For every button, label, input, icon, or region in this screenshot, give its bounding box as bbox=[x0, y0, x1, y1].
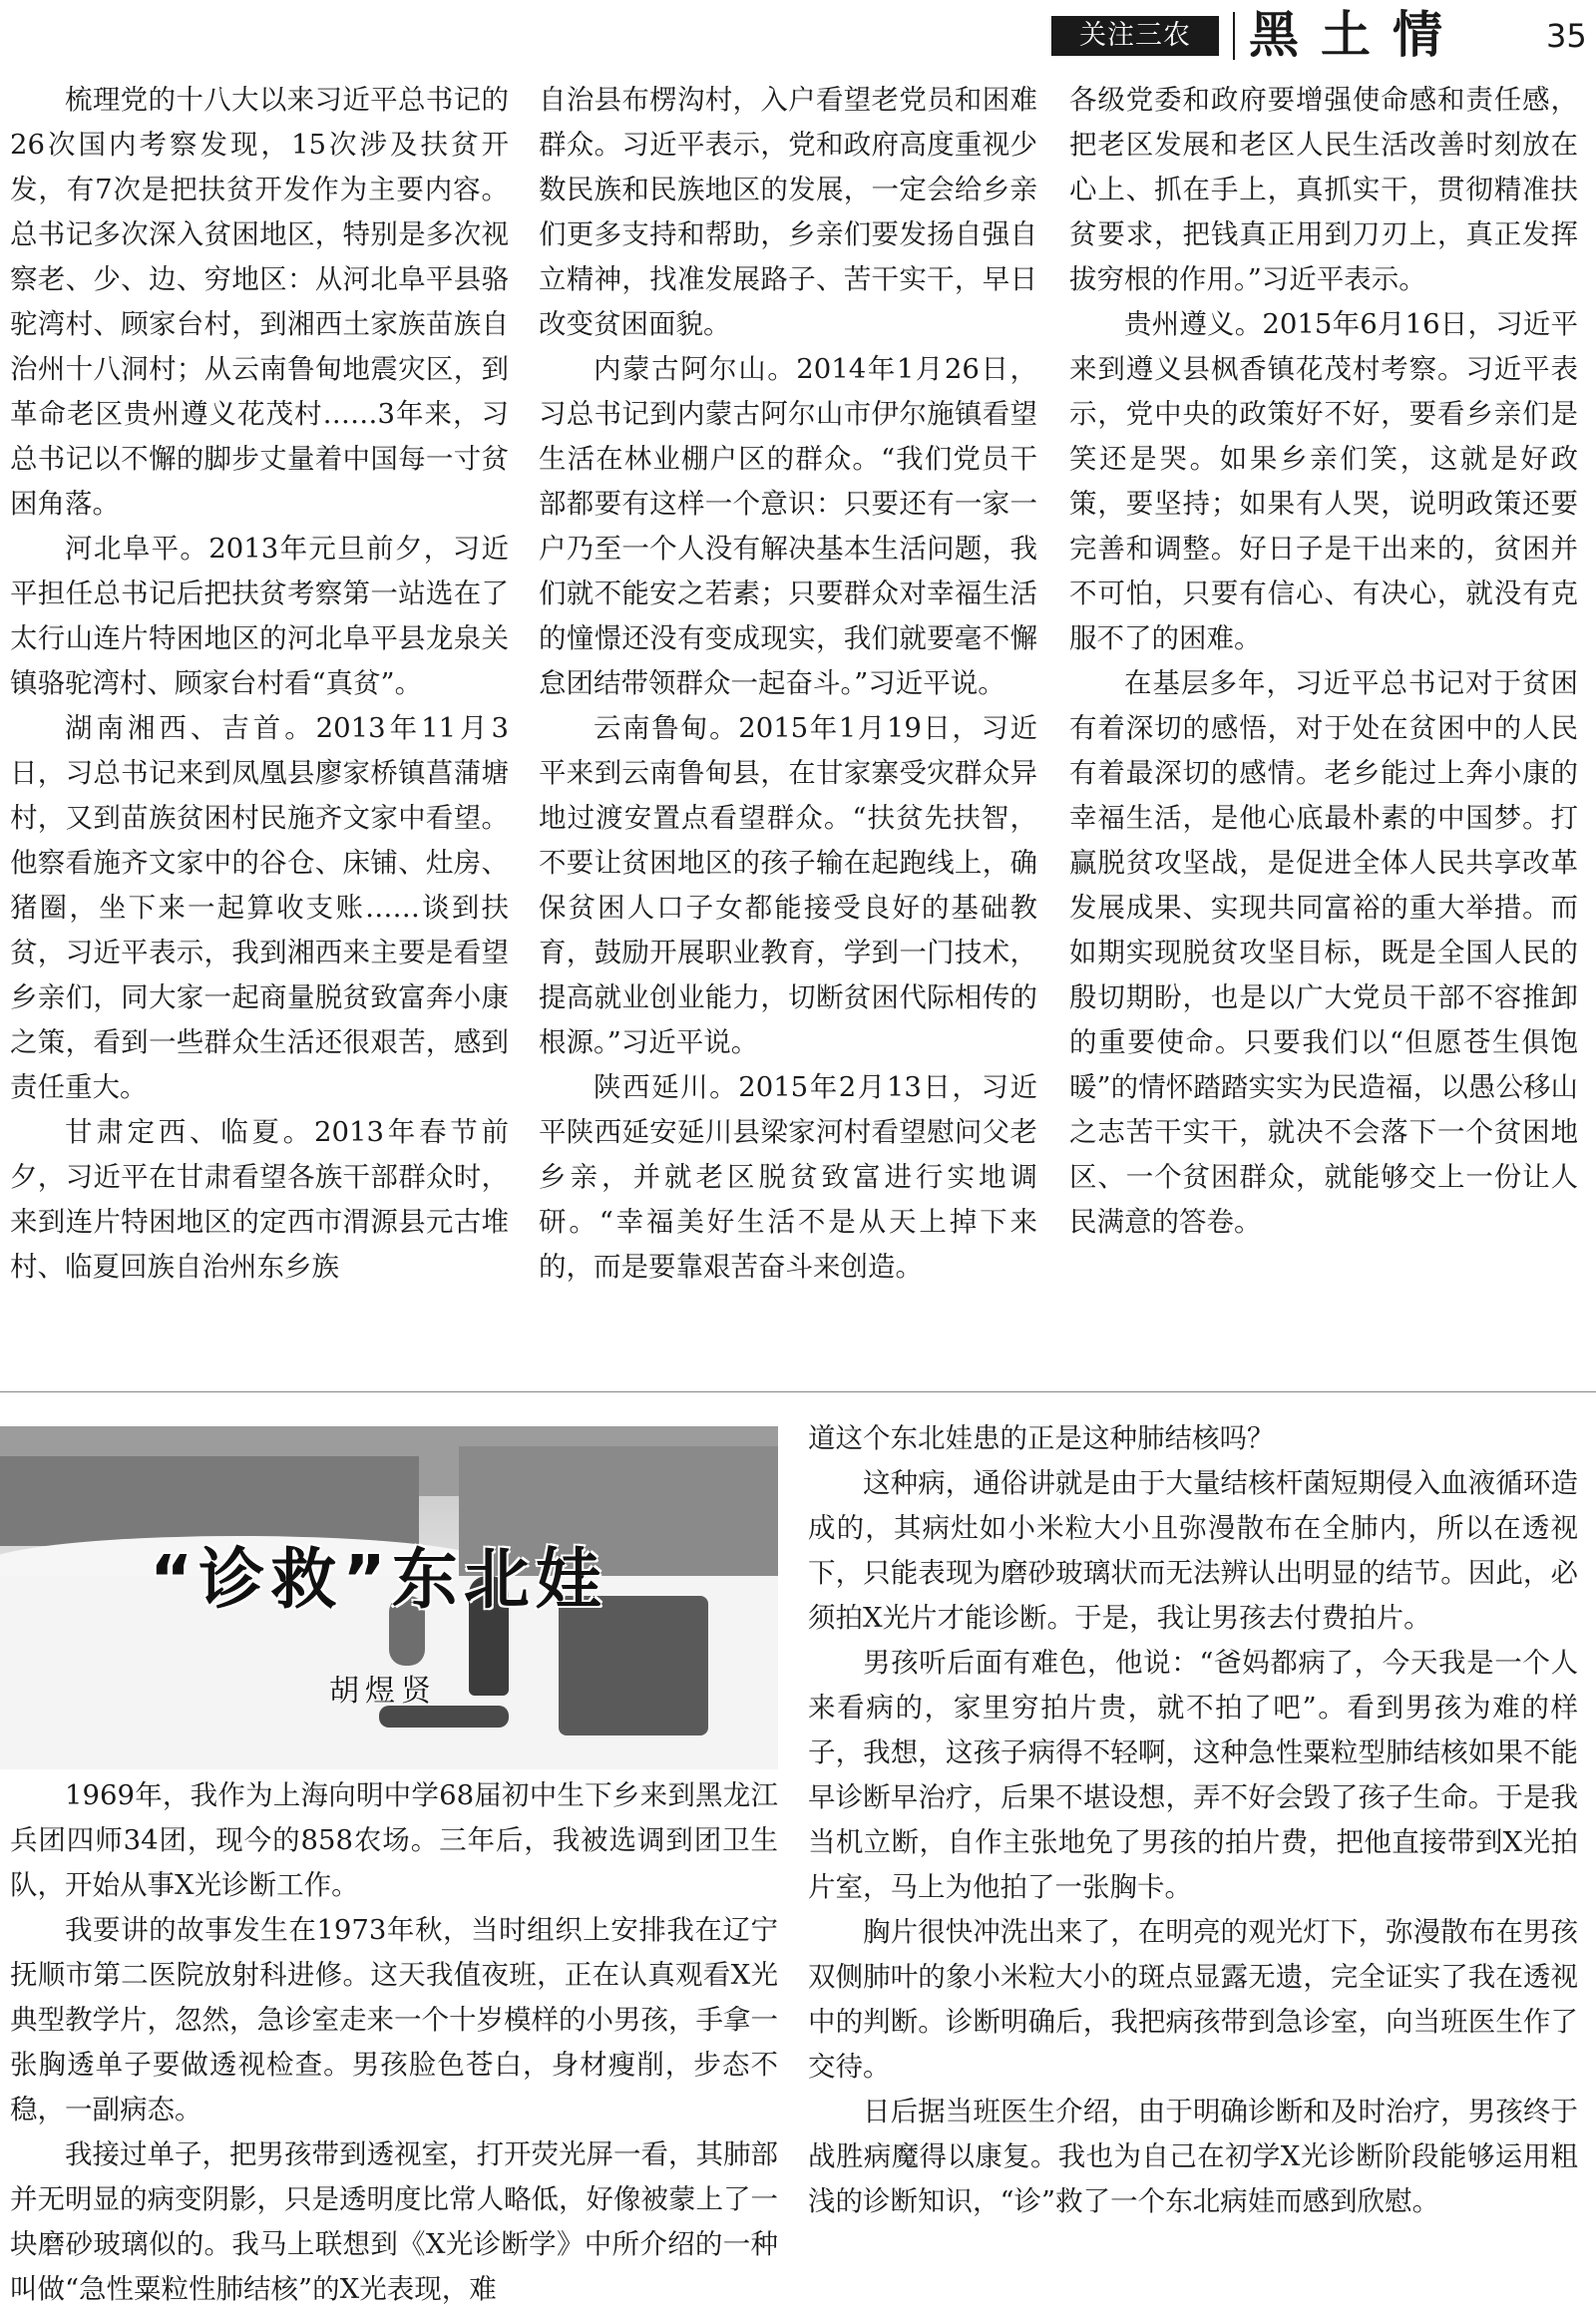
magazine-title: 黑土情 bbox=[1249, 5, 1464, 64]
section-divider bbox=[0, 1391, 1596, 1392]
top-article-column-2 bbox=[539, 78, 1037, 1290]
paragraph: 胸片很快冲洗出来了，在明亮的观光灯下，弥漫散布在男孩双侧肺叶的象小米粒大小的斑点显露无遗，完全证实了我在透视中的判断。诊断明确后，我把病孩带到急诊室，向当班医生作了交待。 bbox=[808, 1916, 1578, 2083]
paragraph: 各级党委和政府要增强使命感和责任感，把老区发展和老区人民生活改善时刻放在心上、抓在手上，真抓实干，贯彻精准扶贫要求，把钱真正用到刀刃上，真正发挥拔穷根的作用。”习近平表示。 bbox=[1069, 84, 1578, 295]
paragraph: 道这个东北娃患的正是这种肺结核吗？ bbox=[808, 1422, 1275, 1454]
article-title: “诊救”东北娃 bbox=[150, 1541, 607, 1618]
snow-scene-photo bbox=[0, 1426, 778, 1769]
top-article-column-3 bbox=[1069, 78, 1578, 1245]
paragraph: 我接过单子，把男孩带到透视室，打开荧光屏一看，其肺部并无明显的病变阴影，只是透明度比常人略低，好像被蒙上了一块磨砂玻璃似的。我马上联想到《X光诊断学》中所介绍的一种叫做“急性粟粒性肺结核”的X光表现，难 bbox=[10, 2138, 778, 2305]
paragraph: 河北阜平。2013年元旦前夕，习近平担任总书记后把扶贫考察第一站选在了太行山连片特困地区的河北阜平县龙泉关镇骆驼湾村、顾家台村看“真贫”。 bbox=[10, 533, 509, 699]
bottom-article-right-column bbox=[808, 1416, 1578, 2224]
paragraph: 甘肃定西、临夏。2013年春节前夕，习近平在甘肃看望各族干部群众时，来到连片特困地区的定西市渭源县元古堆村、临夏回族自治州东乡族 bbox=[10, 1116, 509, 1283]
paragraph: 贵州遵义。2015年6月16日，习近平来到遵义县枫香镇花茂村考察。习近平表示，党中央的政策好不好，要看乡亲们是笑还是哭。如果乡亲们笑，这就是好政策，要坚持；如果有人哭，说明政策还要完善和调整。好日子是干出来的，贫困并不可怕，只要有信心、有决心，就没有克服不了的困难。 bbox=[1069, 308, 1578, 654]
paragraph: 内蒙古阿尔山。2014年1月26日，习总书记到内蒙古阿尔山市伊尔施镇看望生活在林业棚户区的群众。“我们党员干部都要有这样一个意识：只要还有一家一户乃至一个人没有解决基本生活问题，我们就不能安之若素；只要群众对幸福生活的憧憬还没有变成现实，我们就要毫不懈怠团结带领群众一起奋斗。”习近平说。 bbox=[539, 353, 1037, 699]
paragraph: 湖南湘西、吉首。2013年11月3日，习总书记来到凤凰县廖家桥镇菖蒲塘村，又到苗族贫困村民施齐文家中看望。他察看施齐文家中的谷仓、床铺、灶房、猪圈，坐下来一起算收支账……谈到扶贫，习近平表示，我到湘西来主要是看望乡亲们，同大家一起商量脱贫致富奔小康之策，看到一些群众生活还很艰苦，感到责任重大。 bbox=[10, 712, 509, 1103]
paragraph: 梳理党的十八大以来习近平总书记的26次国内考察发现，15次涉及扶贫开发，有7次是把扶贫开发作为主要内容。总书记多次深入贫困地区，特别是多次视察老、少、边、穷地区：从河北阜平县骆驼湾村、顾家台村，到湘西土家族苗族自治州十八洞村；从云南鲁甸地震灾区，到革命老区贵州遵义花茂村……3年来，习总书记以不懈的脚步丈量着中国每一寸贫困角落。 bbox=[10, 84, 509, 520]
header-separator bbox=[1233, 12, 1235, 60]
page-number: 35 bbox=[1546, 17, 1587, 55]
article-author: 胡煜贤 bbox=[329, 1674, 437, 1709]
paragraph: 自治县布楞沟村，入户看望老党员和困难群众。习近平表示，党和政府高度重视少数民族和民族地区的发展，一定会给乡亲们更多支持和帮助，乡亲们要发扬自强自立精神，找准发展路子、苦干实干，早日改变贫困面貌。 bbox=[539, 84, 1037, 340]
paragraph: 日后据当班医生介绍，由于明确诊断和及时治疗，男孩终于战胜病魔得以康复。我也为自己在初学X光诊断阶段能够运用粗浅的诊断知识，“诊”救了一个东北病娃而感到欣慰。 bbox=[808, 2096, 1578, 2217]
paragraph: 在基层多年，习近平总书记对于贫困有着深切的感悟，对于处在贫困中的人民有着最深切的感情。老乡能过上奔小康的幸福生活，是他心底最朴素的中国梦。打赢脱贫攻坚战，是促进全体人民共享改革发展成果、实现共同富裕的重大举措。而如期实现脱贫攻坚目标，既是全国人民的殷切期盼，也是以广大党员干部不容推卸的重要使命。只要我们以“但愿苍生俱饱暖”的情怀踏踏实实为民造福，以愚公移山之志苦干实干，就决不会落下一个贫困地区、一个贫困群众，就能够交上一份让人民满意的答卷。 bbox=[1069, 667, 1578, 1238]
paragraph: 这种病，通俗讲就是由于大量结核杆菌短期侵入血液循环造成的，其病灶如小米粒大小且弥漫散布在全肺内，所以在透视下，只能表现为磨砂玻璃状而无法辨认出明显的结节。因此，必须拍X光片才能诊断。于是，我让男孩去付费拍片。 bbox=[808, 1467, 1578, 1634]
paragraph: 男孩听后面有难色，他说：“爸妈都病了，今天我是一个人来看病的，家里穷拍片贵，就不拍了吧”。看到男孩为难的样子，我想，这孩子病得不轻啊，这种急性粟粒型肺结核如果不能早诊断早治疗，后果不堪设想，弄不好会毁了孩子生命。于是我当机立断，自作主张地免了男孩的拍片费，把他直接带到X光拍片室，马上为他拍了一张胸卡。 bbox=[808, 1647, 1578, 1903]
paragraph: 陕西延川。2015年2月13日，习近平陕西延安延川县梁家河村看望慰问父老乡亲，并就老区脱贫致富进行实地调研。“幸福美好生活不是从天上掉下来的，而是要靠艰苦奋斗来创造。 bbox=[539, 1071, 1037, 1283]
paragraph: 1969年，我作为上海向明中学68届初中生下乡来到黑龙江兵团四师34团，现今的858农场。三年后，我被选调到团卫生队，开始从事X光诊断工作。 bbox=[10, 1779, 778, 1901]
top-article-column-1 bbox=[10, 78, 509, 1290]
bottom-article-left-column bbox=[10, 1773, 778, 2312]
paragraph: 我要讲的故事发生在1973年秋，当时组织上安排我在辽宁抚顺市第二医院放射科进修。这天我值夜班，正在认真观看X光典型教学片，忽然，急诊室走来一个十岁模样的小男孩，手拿一张胸透单子要做透视检查。男孩脸色苍白，身材瘦削，步态不稳，一副病态。 bbox=[10, 1914, 778, 2125]
section-tag: 关注三农 bbox=[1051, 16, 1219, 56]
page-header bbox=[0, 0, 1596, 80]
paragraph: 云南鲁甸。2015年1月19日，习近平来到云南鲁甸县，在甘家寨受灾群众异地过渡安置点看望群众。“扶贫先扶智，不要让贫困地区的孩子输在起跑线上，确保贫困人口子女都能接受良好的基础教育，鼓励开展职业教育，学到一门技术，提高就业创业能力，切断贫困代际相传的根源。”习近平说。 bbox=[539, 712, 1037, 1058]
